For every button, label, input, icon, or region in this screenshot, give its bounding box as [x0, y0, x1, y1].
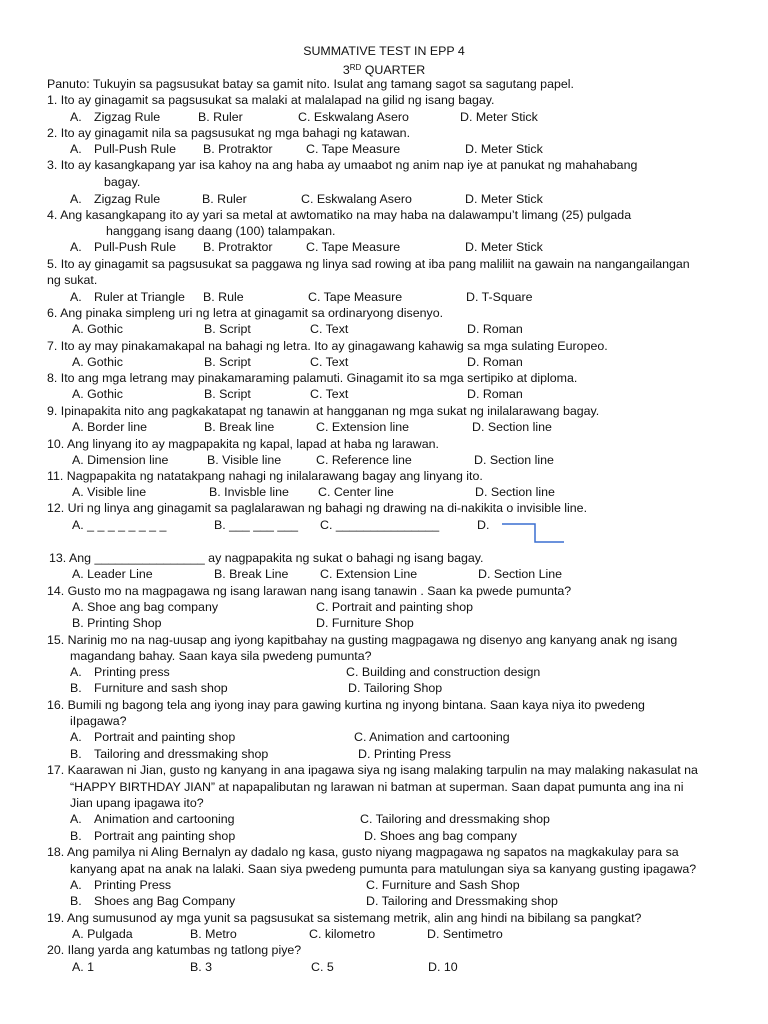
- option-text: Tailoring and dressmaking shop: [94, 747, 269, 761]
- question-13-option-3: C. Extension Line: [320, 567, 418, 581]
- d-option-line-drawing: [500, 518, 568, 548]
- quarter-heading: [0, 60, 768, 78]
- question-5-text-line-1: 5. Ito ay ginagamit sa pagsusukat sa paggawa ng linya sad rowing at iba pang maliliit na gawain na nangangailangan: [47, 257, 690, 271]
- question-5-option-3: C. Tape Measure: [308, 290, 403, 304]
- option-text: Pull-Push Rule: [94, 142, 176, 156]
- question-17-text-line-1: 17. Kaarawan ni Jian, gusto ng kanyang in ana ipagawa siya ng isang malaking tarpulin na may malaking nakasulat na: [47, 763, 698, 777]
- question-8-option-1: A. Gothic: [72, 387, 123, 401]
- question-18-option-4: D. Tailoring and Dressmaking shop: [366, 894, 558, 908]
- question-11-option-4: D. Section line: [475, 485, 555, 499]
- option-letter: B.: [70, 747, 82, 761]
- question-3-option-3: C. Eskwalang Asero: [301, 192, 412, 206]
- question-2-option-3: C. Tape Measure: [306, 142, 401, 156]
- question-15-option-2: C. Building and construction design: [346, 665, 541, 679]
- question-18-text-line-1: 18. Ang pamilya ni Aling Bernalyn ay dadalo ng kasa, gusto niyang magpagawa ng sapatos na magkakulay para sa: [47, 845, 679, 859]
- option-letter: A.: [70, 812, 82, 826]
- option-letter: A.: [70, 878, 82, 892]
- question-5-option-1: [70, 290, 185, 305]
- option-text: Animation and cartooning: [94, 812, 235, 826]
- question-2-text-line-1: 2. Ito ay ginagamit nila sa pagsusukat ng mga bahagi ng katawan.: [47, 126, 411, 140]
- option-letter: A.: [70, 142, 82, 156]
- question-19-option-3: C. kilometro: [309, 927, 376, 941]
- question-7-option-2: B. Script: [204, 355, 251, 369]
- question-2-option-1: [70, 142, 176, 157]
- option-text: Printing Press: [94, 878, 172, 892]
- question-16-text-line-2: iIpagawa?: [70, 714, 127, 728]
- question-1-option-2: B. Ruler: [198, 110, 243, 124]
- question-15-option-1: [70, 665, 170, 680]
- question-16-option-1: [70, 730, 235, 745]
- question-6-text-line-1: 6. Ang pinaka simpleng uri ng letra at ginagamit sa ordinaryong disenyo.: [47, 306, 444, 320]
- option-text: Ruler at Triangle: [94, 290, 185, 304]
- question-7-text-line-1: 7. Ito ay may pinakamakapal na bahagi ng letra. Ito ay ginagawang kahawig sa mga sulating Europeo.: [47, 339, 608, 353]
- question-11-option-1: A. Visible line: [72, 485, 147, 499]
- question-15-option-3: [70, 681, 228, 696]
- question-9-option-2: B. Break line: [204, 420, 275, 434]
- question-15-text-line-1: 15. Narinig mo na nag-uusap ang iyong kapitbahay na gusting magpagawa ng disenyo ang kanyang anak ng isang: [47, 633, 678, 647]
- question-6-option-1: A. Gothic: [72, 322, 123, 336]
- question-18-text-line-2: kanyang apat na anak na lalaki. Saan siya pwedeng pumunta para matulungan siya sa kanyang gusting ipagawa?: [70, 862, 697, 876]
- question-7-option-3: C. Text: [310, 355, 349, 369]
- question-16-option-4: D. Printing Press: [358, 747, 451, 761]
- question-1-option-1: [70, 110, 160, 125]
- question-17-option-3: [70, 829, 235, 844]
- option-letter: A.: [70, 665, 82, 679]
- question-16-option-3: [70, 747, 268, 762]
- question-20-option-4: D. 10: [428, 960, 458, 974]
- question-17-text-line-2: “HAPPY BIRTHDAY JIAN” at napapalibutan ng larawan ni batman at superman. Saan dapat pumunta ang ina ni: [70, 780, 684, 794]
- option-letter: A.: [70, 110, 82, 124]
- question-11-text-line-1: 11. Nagpapakita ng natatakpang nahagi ng inilalarawang bagay ang linyang ito.: [47, 469, 483, 483]
- question-9-option-3: C. Extension line: [316, 420, 409, 434]
- question-10-option-4: D. Section line: [474, 453, 554, 467]
- question-14-option-2: C. Portrait and painting shop: [316, 600, 474, 614]
- question-7-option-4: D. Roman: [467, 355, 523, 369]
- question-8-option-4: D. Roman: [467, 387, 523, 401]
- question-19-option-1: A. Pulgada: [72, 927, 133, 941]
- question-16-option-2: C. Animation and cartooning: [354, 730, 510, 744]
- question-17-option-2: C. Tailoring and dressmaking shop: [360, 812, 550, 826]
- option-letter: A.: [70, 240, 82, 254]
- question-11-option-2: B. Invisble line: [209, 485, 289, 499]
- question-14-option-3: B. Printing Shop: [72, 616, 162, 630]
- question-14-option-1: A. Shoe ang bag company: [72, 600, 219, 614]
- option-text: Portrait and painting shop: [94, 730, 236, 744]
- option-text: Pull-Push Rule: [94, 240, 176, 254]
- option-letter: A.: [70, 730, 82, 744]
- question-15-text-line-2: magandang bahay. Saan kaya sila pwedeng pumunta?: [70, 649, 372, 663]
- option-letter: B.: [70, 894, 82, 908]
- option-text: Portrait ang painting shop: [94, 829, 236, 843]
- question-18-option-2: C. Furniture and Sash Shop: [366, 878, 520, 892]
- question-6-option-2: B. Script: [204, 322, 251, 336]
- question-12-option-4: D.: [477, 518, 490, 532]
- question-4-option-1: [70, 240, 176, 255]
- question-12-option-2: B. ___ ___ ___: [214, 518, 299, 532]
- question-8-option-3: C. Text: [310, 387, 349, 401]
- question-11-option-3: C. Center line: [318, 485, 394, 499]
- question-7-option-1: A. Gothic: [72, 355, 123, 369]
- question-13-option-4: D. Section Line: [478, 567, 563, 581]
- quarter-label: QUARTER: [364, 63, 426, 77]
- question-4-text-line-2: hanggang isang daang (100) talampakan.: [106, 224, 336, 238]
- question-4-option-4: D. Meter Stick: [465, 240, 543, 254]
- question-2-option-2: B. Protraktor: [203, 142, 273, 156]
- option-text: Zigzag Rule: [94, 192, 161, 206]
- question-3-option-2: B. Ruler: [202, 192, 247, 206]
- question-20-text-line-1: 20. Ilang yarda ang katumbas ng tatlong piye?: [47, 943, 302, 957]
- question-10-option-3: C. Reference line: [316, 453, 412, 467]
- option-text: Printing press: [94, 665, 170, 679]
- question-5-text-line-2: ng sukat.: [47, 273, 98, 287]
- question-4-option-2: B. Protraktor: [203, 240, 273, 254]
- question-14-option-4: D. Furniture Shop: [316, 616, 414, 630]
- question-1-option-3: C. Eskwalang Asero: [298, 110, 409, 124]
- question-8-text-line-1: 8. Ito ang mga letrang may pinakamaraming palamuti. Ginagamit ito sa mga sertipiko at diploma.: [47, 371, 578, 385]
- question-19-option-2: B. Metro: [190, 927, 237, 941]
- question-10-text-line-1: 10. Ang linyang ito ay magpapakita ng kapal, lapad at haba ng larawan.: [47, 437, 439, 451]
- question-13-text-line-1: 13. Ang ________________ ay nagpapakita ng sukat o bahagi ng isang bagay.: [49, 551, 484, 565]
- question-10-option-2: B. Visible line: [207, 453, 282, 467]
- question-19-text-line-1: 19. Ang sumusunod ay mga yunit sa pagsusukat sa sistemang metrik, alin ang hindi na bibilang sa pangkat?: [47, 911, 642, 925]
- question-14-text-line-1: 14. Gusto mo na magpagawa ng isang larawan nang isang tanawin . Saan ka pwede pumunta?: [47, 584, 572, 598]
- question-18-option-1: [70, 878, 171, 893]
- instructions: Panuto: Tukuyin sa pagsusukat batay sa gamit nito. Isulat ang tamang sagot sa sagutang papel.: [47, 77, 574, 91]
- question-4-text-line-1: 4. Ang kasangkapang ito ay yari sa metal at awtomatiko na may haba na dalawampu’t limang (25) pulgada: [47, 208, 632, 222]
- quarter-number: 3: [342, 63, 350, 77]
- question-9-option-1: A. Border line: [72, 420, 148, 434]
- question-3-text-line-1: 3. Ito ay kasangkapang yar isa kahoy na ang haba ay umaabot ng anim nap iye at panukat ng mahahabang: [47, 158, 638, 172]
- question-1-option-4: D. Meter Stick: [460, 110, 538, 124]
- option-text: Shoes ang Bag Company: [94, 894, 236, 908]
- question-4-option-3: C. Tape Measure: [306, 240, 401, 254]
- question-10-option-1: A. Dimension line: [72, 453, 169, 467]
- question-3-text-line-2: bagay.: [104, 175, 141, 189]
- question-13-option-2: B. Break Line: [214, 567, 289, 581]
- question-6-option-4: D. Roman: [467, 322, 523, 336]
- question-1-text-line-1: 1. Ito ay ginagamit sa pagsusukat sa malaki at malalapad na gilid ng isang bagay.: [47, 93, 495, 107]
- question-12-option-1: A. _ _ _ _ _ _ _ _: [72, 518, 167, 532]
- option-text: Zigzag Rule: [94, 110, 161, 124]
- question-5-option-2: B. Rule: [203, 290, 244, 304]
- question-2-option-4: D. Meter Stick: [465, 142, 543, 156]
- question-20-option-1: A. 1: [72, 960, 95, 974]
- question-9-option-4: D. Section line: [472, 420, 552, 434]
- question-13-option-1: A. Leader Line: [72, 567, 153, 581]
- option-text: Furniture and sash shop: [94, 681, 228, 695]
- question-16-text-line-1: 16. Bumili ng bagong tela ang iyong inay para gawing kurtina ng inyong bintana. Saan kaya niya ito pwedeng: [47, 698, 645, 712]
- question-18-option-3: [70, 894, 235, 909]
- test-title: SUMMATIVE TEST IN EPP 4: [303, 44, 465, 58]
- question-20-option-3: C. 5: [311, 960, 334, 974]
- option-letter: A.: [70, 192, 82, 206]
- quarter-superscript: RD: [349, 63, 362, 72]
- question-3-option-1: [70, 192, 160, 207]
- option-letter: A.: [70, 290, 82, 304]
- question-17-option-4: D. Shoes ang bag company: [364, 829, 517, 843]
- question-19-option-4: D. Sentimetro: [427, 927, 503, 941]
- option-letter: B.: [70, 829, 82, 843]
- question-20-option-2: B. 3: [190, 960, 213, 974]
- question-9-text-line-1: 9. Ipinapakita nito ang pagkakatapat ng tanawin at hangganan ng mga sukat ng inilalarawang bagay.: [47, 404, 600, 418]
- question-5-option-4: D. T-Square: [466, 290, 533, 304]
- option-letter: B.: [70, 681, 82, 695]
- question-6-option-3: C. Text: [310, 322, 349, 336]
- question-3-option-4: D. Meter Stick: [465, 192, 543, 206]
- question-12-text-line-1: 12. Uri ng linya ang ginagamit sa paglalarawan ng bahagi ng drawing na di-nakikita o invisible line.: [47, 501, 588, 515]
- question-12-option-3: C. _______________: [320, 518, 440, 532]
- question-8-option-2: B. Script: [204, 387, 251, 401]
- question-17-text-line-3: Jian upang ipagawa ito?: [70, 796, 204, 810]
- question-17-option-1: [70, 812, 235, 827]
- question-15-option-4: D. Tailoring Shop: [348, 681, 443, 695]
